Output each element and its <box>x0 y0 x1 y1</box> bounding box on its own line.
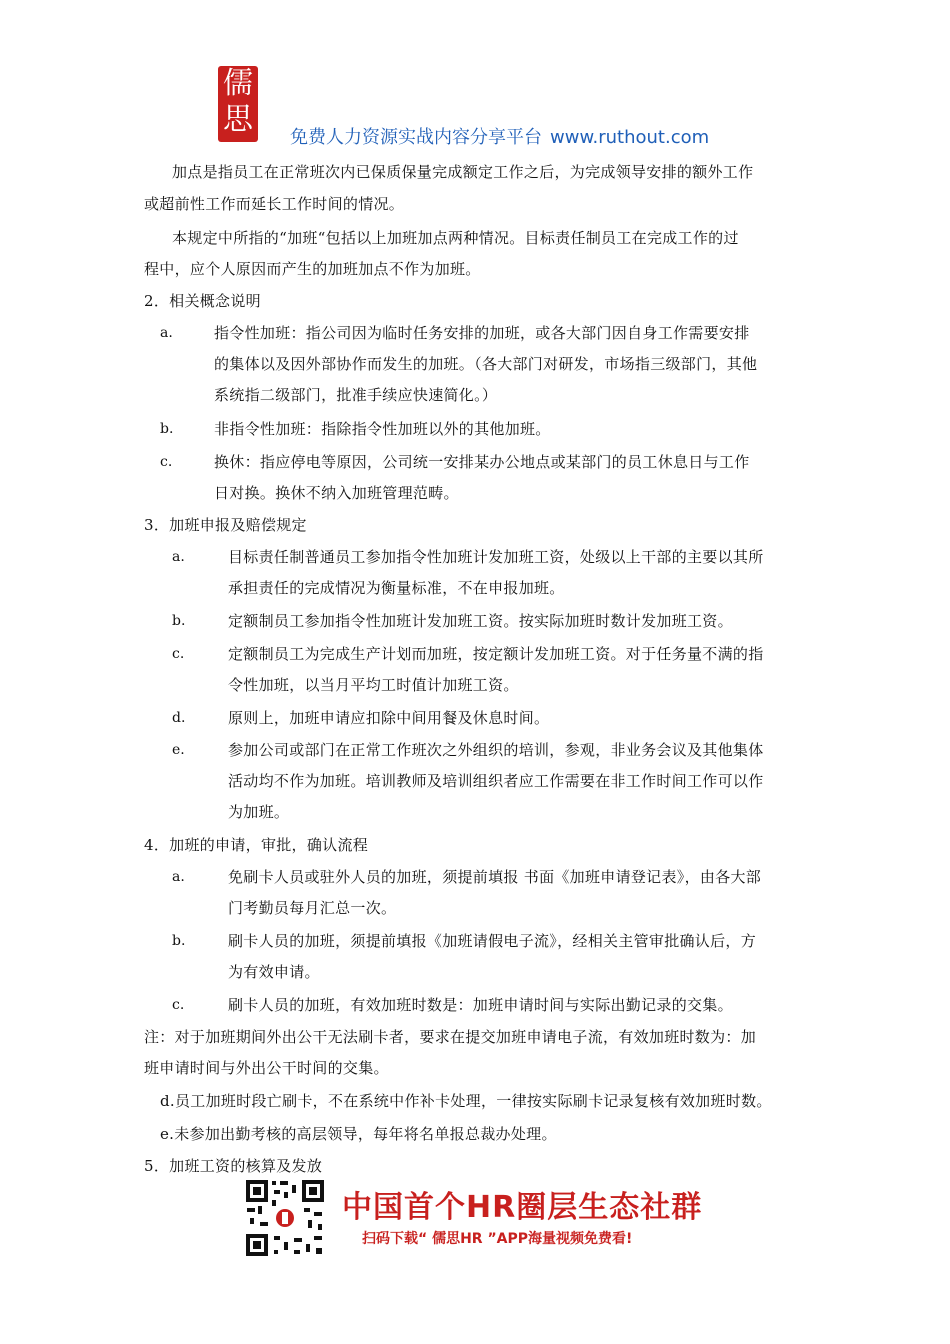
para2-line2: 程中，应个人原因而产生的加班加点不作为加班。 <box>144 260 481 278</box>
s2-b-mark: b. <box>160 421 174 437</box>
s4-a-mark: a. <box>172 869 185 885</box>
s3-c-mark: c. <box>172 646 185 662</box>
section-4-title: 4．加班的申请，审批，确认流程 <box>144 836 369 854</box>
s3-e-line1: 参加公司或部门在正常工作班次之外组织的培训，参观，非业务会议及其他集体 <box>228 741 764 759</box>
s3-d-mark: d. <box>172 710 186 726</box>
s2-c-mark: c. <box>160 454 173 470</box>
s4-a-line2: 门考勤员每月汇总一次。 <box>228 899 397 917</box>
section-2-title: 2．相关概念说明 <box>144 292 261 310</box>
tagline-text: 免费人力资源实战内容分享平台 <box>290 127 542 148</box>
para2-line1: 本规定中所指的“加班“包括以上加班加点两种情况。目标责任制员工在完成工作的过 <box>172 229 739 247</box>
s2-a-mark: a. <box>160 325 173 341</box>
s4-c-mark: c. <box>172 997 185 1013</box>
note-line2: 班申请时间与外出公干时间的交集。 <box>144 1059 389 1077</box>
banner-title: 中国首个HR圈层生态社群 <box>342 1190 703 1225</box>
section-5-title: 5．加班工资的核算及发放 <box>144 1157 323 1175</box>
e-line: e.未参加出勤考核的高层领导，每年将名单报总裁办处理。 <box>160 1125 557 1143</box>
s2-a-line1: 指令性加班：指公司因为临时任务安排的加班，或各大部门因自身工作需要安排 <box>214 324 750 342</box>
s4-c-line1: 刷卡人员的加班，有效加班时数是：加班申请时间与实际出勤记录的交集。 <box>228 996 733 1014</box>
s3-b-line1: 定额制员工参加指令性加班计发加班工资。按实际加班时数计发加班工资。 <box>228 612 733 630</box>
s3-a-line2: 承担责任的完成情况为衡量标准，不在申报加班。 <box>228 579 565 597</box>
header-tagline <box>290 123 709 149</box>
s3-c-line1: 定额制员工为完成生产计划而加班，按定额计发加班工资。对于任务量不满的指 <box>228 645 764 663</box>
d-line: d.员工加班时段亡刷卡，不在系统中作补卡处理，一律按实际刷卡记录复核有效加班时数。 <box>160 1092 772 1110</box>
s2-c-line1: 换休：指应停电等原因，公司统一安排某办公地点或某部门的员工休息日与工作 <box>214 453 750 471</box>
section-3-title: 3．加班申报及赔偿规定 <box>144 516 307 534</box>
s3-a-mark: a. <box>172 549 185 565</box>
s2-a-line2: 的集体以及因外部协作而发生的加班。（各大部门对研发，市场指三级部门，其他 <box>214 355 758 373</box>
s2-b-line1: 非指令性加班：指除指令性加班以外的其他加班。 <box>214 420 551 438</box>
s3-a-line1: 目标责任制普通员工参加指令性加班计发加班工资，处级以上干部的主要以其所 <box>228 548 764 566</box>
s3-b-mark: b. <box>172 613 186 629</box>
para1-line2: 或超前性工作而延长工作时间的情况。 <box>144 195 405 213</box>
s4-b-line1: 刷卡人员的加班，须提前填报《加班请假电子流》，经相关主管审批确认后，方 <box>228 932 757 950</box>
s4-b-mark: b. <box>172 933 186 949</box>
s3-e-line3: 为加班。 <box>228 803 290 821</box>
s4-b-line2: 为有效申请。 <box>228 963 320 981</box>
qr-code-icon[interactable] <box>244 1178 326 1258</box>
s3-e-line2: 活动均不作为加班。培训教师及培训组织者应工作需要在非工作时间工作可以作 <box>228 772 764 790</box>
s3-c-line2: 令性加班，以当月平均工时值计加班工资。 <box>228 676 519 694</box>
s3-e-mark: e. <box>172 742 185 758</box>
para1-line1: 加点是指员工在正常班次内已保质保量完成额定工作之后，为完成领导安排的额外工作 <box>172 163 754 181</box>
s2-a-line3: 系统指二级部门，批准手续应快速简化。） <box>214 386 498 404</box>
banner-subtitle: 扫码下载“ 儒思HR ”APP海量视频免费看! <box>362 1231 633 1247</box>
logo-char-2: 思 <box>223 102 253 137</box>
logo-char-1: 儒 <box>223 66 253 101</box>
s2-c-line2: 日对换。换休不纳入加班管理范畴。 <box>214 484 459 502</box>
s3-d-line1: 原则上，加班申请应扣除中间用餐及休息时间。 <box>228 709 550 727</box>
ruthout-logo <box>218 66 258 142</box>
s4-a-line1: 免刷卡人员或驻外人员的加班，须提前填报 书面《加班申请登记表》，由各大部 <box>228 868 762 886</box>
note-line1: 注：对于加班期间外出公干无法刷卡者，要求在提交加班申请电子流，有效加班时数为：加 <box>144 1028 757 1046</box>
site-url-link[interactable]: www.ruthout.com <box>550 127 710 148</box>
